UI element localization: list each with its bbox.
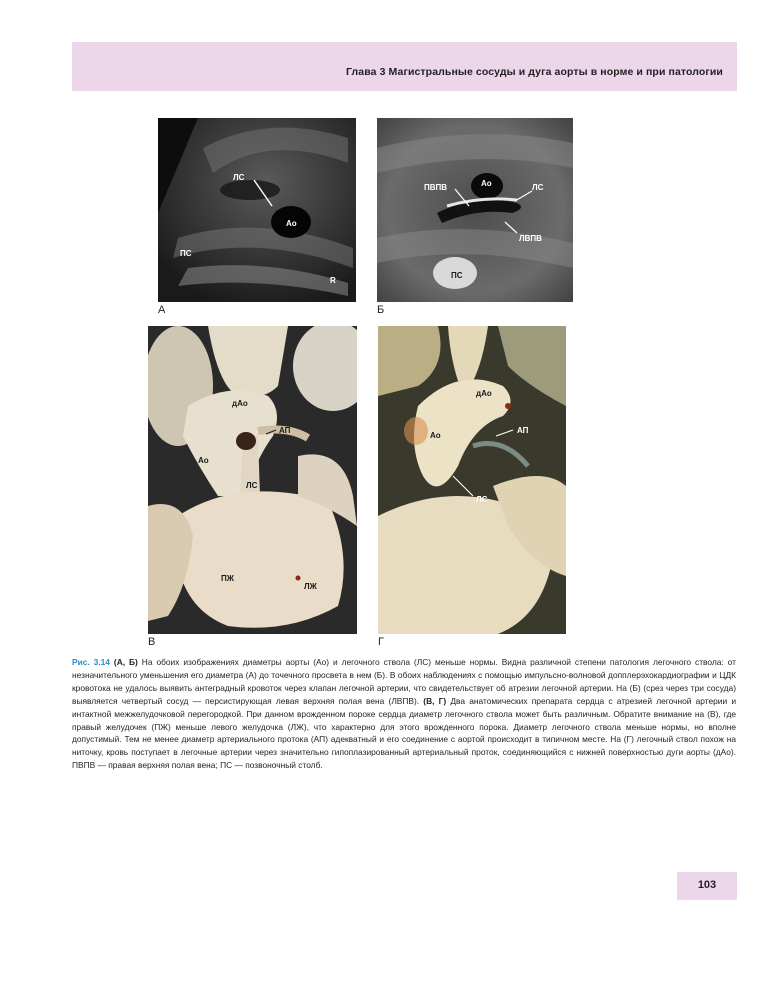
label-ls: ЛС xyxy=(233,173,245,182)
label-ps: ПС xyxy=(180,249,192,258)
specimen-photo-v xyxy=(148,326,357,634)
chapter-title: Глава 3 Магистральные сосуды и дуга аорты в норме и при патологии xyxy=(345,66,723,78)
label-ls: ЛС xyxy=(476,495,488,504)
caption-marker-ab: (А, Б) xyxy=(109,657,138,667)
label-ap: АП xyxy=(279,426,291,435)
label-dao: дАо xyxy=(476,389,492,398)
caption-text-2: Два анатомических препарата сердца с атрезией легочной артерии и интактной межжелудочковой перегородкой. При данном врожденном пороке сердца диаметр легочного ствола может быть различным. Обратите внимание на (В), где правый желудочек (ПЖ) меньше левого желудочка (ЛЖ), что характерно для этого врожденного порока. Диаметр легочного ствола меньше нормы, но вполне допустимый. Тем не менее диаметр артериального протока (АП) адекватный и его соединение с аортой происходит в типичном месте. На (Г) легочный ствол похож на ниточку, кровь поступает в легочные артерии через значительно гипоплазированный артериальный проток, соединяющийся с нижней поверхностью дуги аорты (дАо). ПВПВ — правая верхняя полая вена; ПС — позвоночный столб. xyxy=(72,695,736,771)
label-ao: Ао xyxy=(430,431,441,440)
label-r: R xyxy=(330,276,336,285)
label-pzh: ПЖ xyxy=(221,574,234,583)
figure-number: Рис. 3.14 xyxy=(72,657,110,667)
label-dao: дАо xyxy=(232,399,248,408)
label-lzh: ЛЖ xyxy=(304,582,317,591)
label-ls: ЛС xyxy=(246,481,258,490)
label-ap: АП xyxy=(517,426,529,435)
caption-text-1: На обоих изображениях диаметры аорты (Ао) и легочного ствола (ЛС) меньше нормы. Видна различной степени патология легочного ствола: от незначительного уменьшения его диаметра (А) до точечного просвета в нем (Б). В обоих наблюдениях с помощью импульсно-волновой допплерэхокардиографии и ЦДК кровотока не удалось выявить антеградный кровоток через клапан легочной артерии, что свидетельствует об атрезии легочной артерии. На (Б) (срез через три сосуда) выявляется четвертый сосуд — персистирующая левая верхняя полая вена (ЛВПВ). xyxy=(72,657,736,706)
panel-letter-b: Б xyxy=(377,304,385,316)
panel-letter-g: Г xyxy=(378,636,384,648)
label-ao: Ао xyxy=(198,456,209,465)
ultrasound-image-b xyxy=(377,118,573,302)
label-ls: ЛС xyxy=(532,183,544,192)
figure-caption xyxy=(72,656,736,772)
label-ao: Ао xyxy=(481,179,492,188)
caption-marker-vg: (В, Г) xyxy=(419,695,447,706)
specimen-photo-g xyxy=(378,326,566,634)
chapter-header xyxy=(72,42,737,91)
label-pvpv: ПВПВ xyxy=(424,183,448,192)
panel-letter-a: А xyxy=(158,304,166,316)
ultrasound-image-a xyxy=(158,118,356,302)
page-number-box xyxy=(677,872,737,900)
label-lvpv: ЛВПВ xyxy=(519,234,542,243)
label-ao: Ао xyxy=(286,219,297,228)
panel-letter-v: В xyxy=(148,636,156,648)
page-number: 103 xyxy=(697,879,717,891)
label-ps: ПС xyxy=(451,271,463,280)
